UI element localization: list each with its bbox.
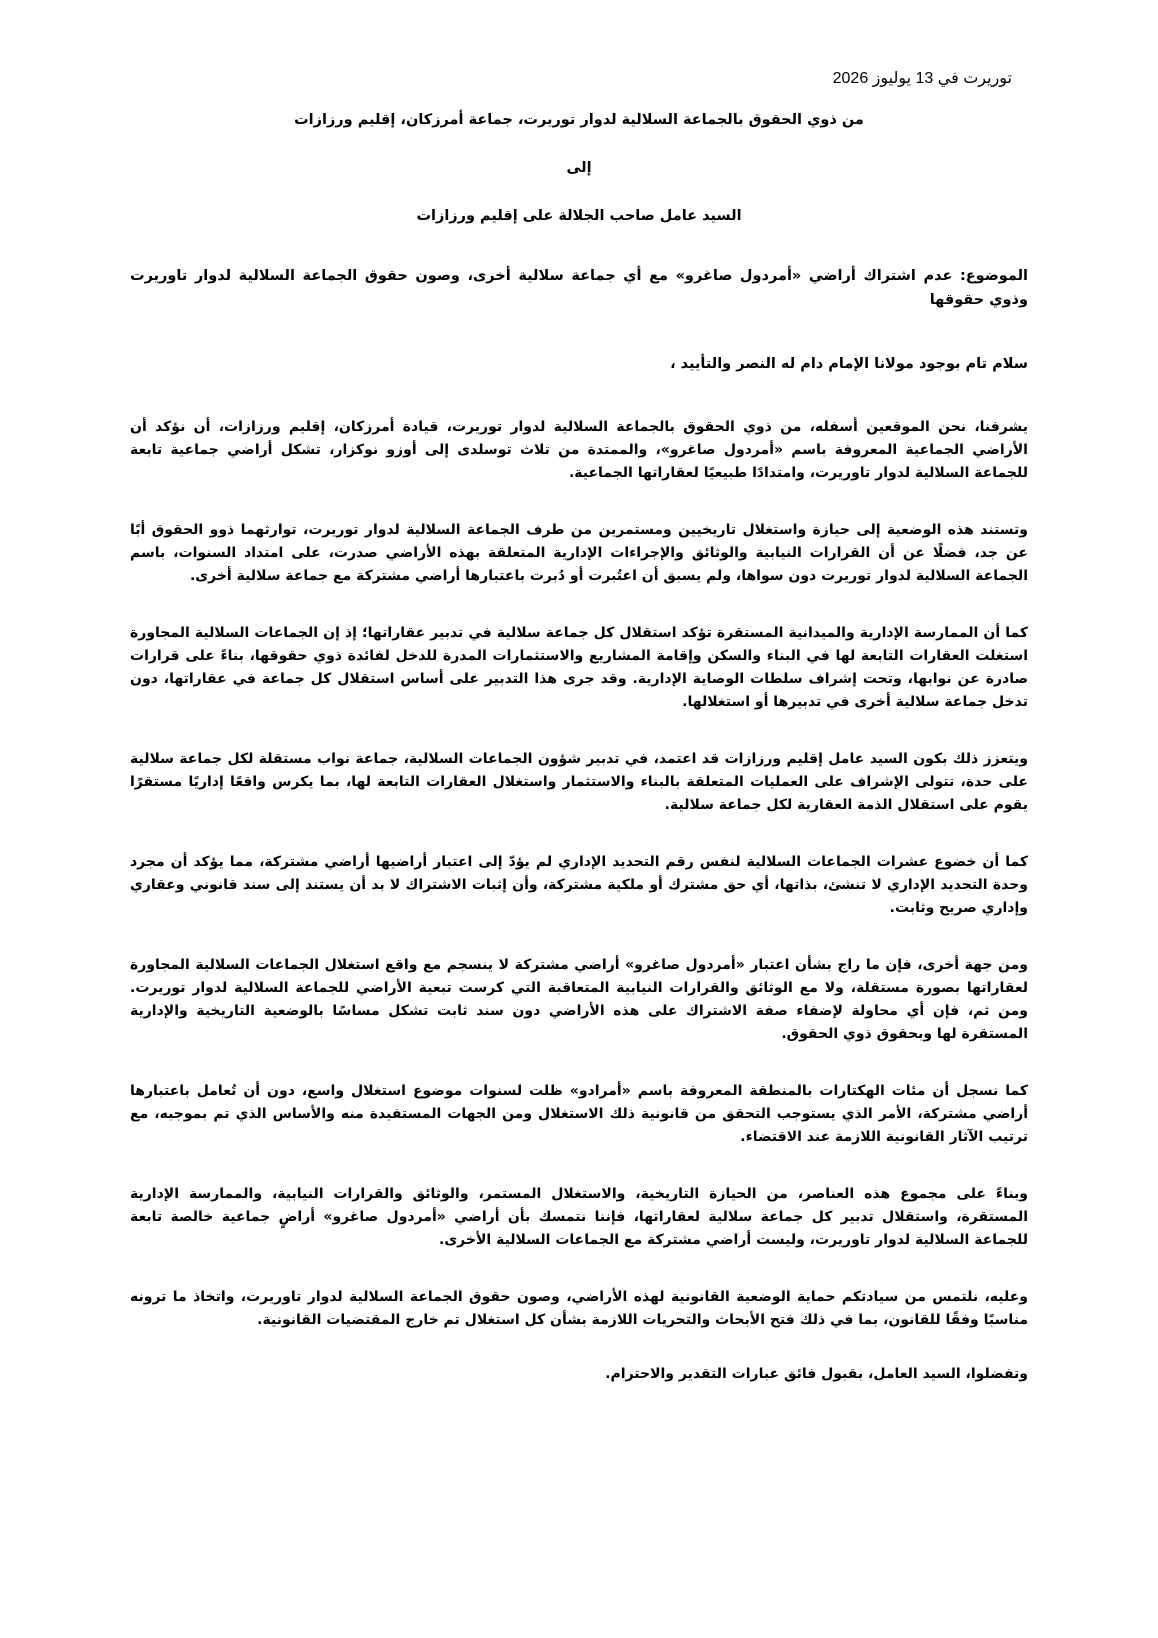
body-paragraph-6: ومن جهة أخرى، فإن ما راج بشأن اعتبار «أمردول صاغرو» أراضي مشتركة لا ينسجم مع واقع استغلال الجماعات السلالية المجاورة لعقاراتها بصورة مستقلة، ولا مع الوثائق والقرارات النيابية المتعاقبة التي كرست تبعية الأراضي للجماعة السلالية لدوار توريرت. ومن ثم، فإن أي محاولة لإضفاء صفة الاشتراك على هذه الأراضي دون سند ثابت تشكل مساسًا بالوضعية التاريخية والإدارية المستقرة لها وبحقوق ذوي الحقوق. xyxy=(130,957,1028,1042)
body-paragraph-7: كما نسجل أن مئات الهكتارات بالمنطقة المعروفة باسم «أمرادو» ظلت لسنوات موضوع استغلال واسع، دون أن تُعامل باعتبارها أراضي مشتركة، الأمر الذي يستوجب التحقق من قانونية ذلك الاستغلال ومن الجهات المستفيدة منه والأساس الذي تم بموجبه، مع ترتيب الآثار القانونية اللازمة عند الاقتضاء. xyxy=(130,1083,1028,1145)
letter-to-word: إلى xyxy=(566,160,592,176)
body-paragraph-4: ويتعزز ذلك بكون السيد عامل إقليم ورزازات قد اعتمد، في تدبير شؤون الجماعات السلالية، جماعة نواب مستقلة لكل جماعة سلالية على حدة، تتولى الإشراف على العمليات المتعلقة بالبناء والاستثمار واستغلال العقارات التابعة لها، بما يكرس واقعًا إداريًا مستقرًا يقوم على استقلال الذمة العقارية لكل جماعة سلالية. xyxy=(130,751,1028,813)
body-paragraph-5: كما أن خضوع عشرات الجماعات السلالية لنفس رقم التحديد الإداري لم يؤدّ إلى اعتبار أراضيها أراضي مشتركة، مما يؤكد أن مجرد وحدة التحديد الإداري لا تنشئ، بذاتها، أي حق مشترك أو ملكية مشتركة، وأن إثبات الاشتراك لا بد أن يستند إلى سند قانوني وعقاري وإداري صريح وثابت. xyxy=(130,854,1028,916)
letter-greeting: سلام تام بوجود مولانا الإمام دام له النصر والتأييد ، xyxy=(670,356,1028,372)
body-paragraph-3: كما أن الممارسة الإدارية والميدانية المستقرة تؤكد استقلال كل جماعة سلالية في تدبير عقاراتها؛ إذ إن الجماعات السلالية المجاورة استغلت العقارات التابعة لها في البناء والسكن وإقامة المشاريع والاستثمارات المدرة للدخل لفائدة ذوي حقوقها، بناءً على قرارات صادرة عن نوابها، وتحت إشراف سلطات الوصاية الإدارية. وقد جرى هذا التدبير على أساس استقلال كل جماعة في عقاراتها، دون تدخل جماعة سلالية أخرى في تدبيرها أو استغلالها. xyxy=(130,625,1028,710)
letter-closing: وتفضلوا، السيد العامل، بقبول فائق عبارات التقدير والاحترام. xyxy=(605,1366,1028,1382)
letter-recipient: السيد عامل صاحب الجلالة على إقليم ورزازات xyxy=(416,208,742,224)
body-paragraph-8: وبناءً على مجموع هذه العناصر، من الحيازة التاريخية، والاستغلال المستمر، والوثائق والقرارات النيابية، والممارسة الإدارية المستقرة، واستقلال تدبير كل جماعة سلالية لعقاراتها، فإننا نتمسك بأن أراضي «أمردول صاغرو» أراضٍ جماعية خالصة تابعة للجماعة السلالية لدوار تاوريرت، وليست أراضي مشتركة مع الجماعات السلالية الأخرى. xyxy=(130,1186,1028,1248)
letter-sender: من ذوي الحقوق بالجماعة السلالية لدوار توريرت، جماعة أمرزكان، إقليم ورزازات xyxy=(294,112,864,128)
body-paragraph-9: وعليه، نلتمس من سيادتكم حماية الوضعية القانونية لهذه الأراضي، وصون حقوق الجماعة السلالية لدوار تاوريرت، واتخاذ ما ترونه مناسبًا وفقًا للقانون، بما في ذلك فتح الأبحاث والتحريات اللازمة بشأن كل استغلال تم خارج المقتضيات القانونية. xyxy=(130,1289,1028,1328)
letter-date: توريرت في 13 يوليوز 2026 xyxy=(832,70,1012,87)
body-paragraph-2: وتستند هذه الوضعية إلى حيازة واستغلال تاريخيين ومستمرين من طرف الجماعة السلالية لدوار توريرت، توارثهما ذوو الحقوق أبًا عن جد، فضلًا عن أن القرارات النيابية والوثائق والإجراءات الإدارية المتعلقة بهذه الأراضي صدرت، على امتداد السنوات، باسم الجماعة السلالية لدوار توريرت دون سواها، ولم يسبق أن اعتُبرت أو دُبرت باعتبارها أراضي مشتركة مع جماعة سلالية أخرى. xyxy=(130,522,1028,584)
body-paragraph-1: يشرفنا، نحن الموقعين أسفله، من ذوي الحقوق بالجماعة السلالية لدوار توريرت، قيادة أمرزكان، إقليم ورزازات، أن نؤكد أن الأراضي الجماعية المعروفة باسم «أمردول صاغرو»، والممتدة من تلاث توسلدى إلى أوزو نوكزار، تشكل أراضي جماعية تابعة للجماعة السلالية لدوار تاوريرت، وامتدادًا طبيعيًا لعقاراتها الجماعية. xyxy=(130,419,1028,481)
letter-subject: الموضوع: عدم اشتراك أراضي «أمردول صاغرو» مع أي جماعة سلالية أخرى، وصون حقوق الجماعة السلالية لدوار تاوريرت وذوي حقوقها xyxy=(130,268,1028,308)
